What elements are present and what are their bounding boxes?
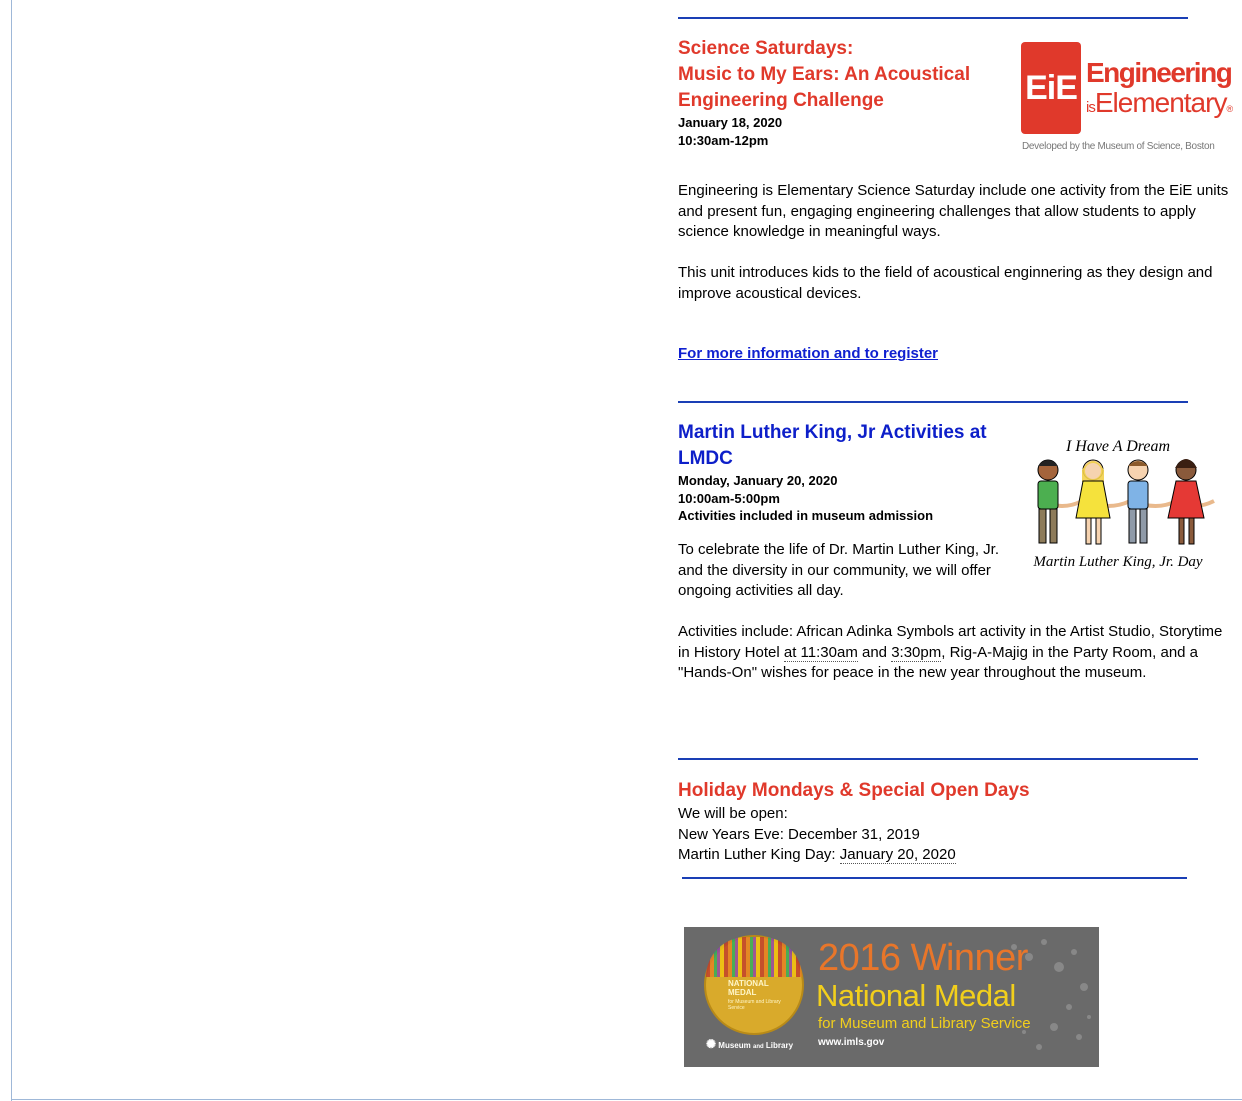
eie-logo-mark-text: EiE (1025, 69, 1077, 107)
national-medal-seal (704, 935, 804, 1035)
science-saturday-header (678, 36, 1013, 149)
holiday-new-years-eve: New Years Eve: December 31, 2019 (678, 825, 920, 843)
medal-headline-subtitle: for Museum and Library Service (818, 1015, 1031, 1032)
storytime-time-2: 3:30pm (891, 643, 942, 661)
eie-logo-mark (1021, 42, 1081, 134)
mlk-illustration (1018, 436, 1218, 578)
storytime-time-1: at 11:30am (783, 643, 858, 661)
science-unit-description: This unit introduces kids to the field of acoustical enginnering as they design and improve acoustical devices. (678, 264, 1213, 302)
mlk-image-caption-top: I Have A Dream (1065, 438, 1171, 455)
mlk-celebration-text: To celebrate the life of Dr. Martin Luther King, Jr. and the diversity in our community, we will offer ongoing activities all day. (678, 541, 999, 599)
children-holding-hands-illustration (1018, 456, 1218, 556)
starburst-icon: ✺ (706, 1037, 717, 1051)
imls-library-text: Library (765, 1041, 794, 1050)
mlk-activities-text-c: , Rig-A-Majig in the Party Room, and a "Hands-On" wishes for peace in the new year throughout the museum. (678, 643, 1199, 681)
register-link[interactable]: For more information and to register (678, 345, 939, 362)
medal-headline-year: 2016 Winner (818, 937, 1028, 979)
section-divider (678, 17, 1188, 19)
eie-logo-word2: Elementary (1094, 87, 1227, 118)
frame-left-border (11, 0, 12, 1101)
eie-logo-word1: Engineering (1086, 57, 1232, 88)
mlk-date: Monday, January 20, 2020 (678, 473, 838, 488)
eie-logo-credit: Developed by the Museum of Science, Boston (1022, 141, 1215, 152)
medal-headline-title: National Medal (816, 978, 1016, 1013)
science-title-line1: Science Saturdays: (678, 38, 854, 59)
science-title-line2: Music to My Ears: An Acoustical (678, 64, 971, 85)
holiday-mlk-day-label: Martin Luther King Day: (678, 846, 840, 863)
frame-bottom-border (11, 1099, 1242, 1100)
section-divider (678, 401, 1188, 403)
mlk-time: 10:00am-5:00pm (678, 490, 780, 506)
holiday-section (678, 778, 1230, 866)
mlk-header (678, 420, 1023, 525)
mlk-activities-text-a: Activities include: African Adinka Symbols art activity in the Artist Studio, Storytime in History Hotel (678, 623, 1223, 661)
seal-subtitle: for Museum and Library Service (728, 999, 781, 1011)
eie-logo-word2-prefix: is (1086, 99, 1095, 116)
holiday-open-line: We will be open: (678, 805, 788, 822)
mlk-activities-text (678, 622, 1230, 684)
section-divider (682, 877, 1187, 879)
eie-logo-word2-group (1086, 88, 1232, 124)
mlk-activities-text-b: and (857, 643, 892, 661)
science-title-line3: Engineering Challenge (678, 90, 884, 111)
imls-url: www.imls.gov (818, 1037, 885, 1048)
mlk-image-caption-bottom: Martin Luther King, Jr. Day (1033, 554, 1203, 570)
imls-institution-logo: ✺ Museum and Library (706, 1037, 794, 1051)
mlk-title-line1: Martin Luther King, Jr Activities at (678, 422, 987, 443)
national-medal-banner (684, 927, 1099, 1067)
eie-logo-reg: ® (1226, 104, 1233, 114)
mlk-admission: Activities included in museum admission (678, 508, 934, 523)
holiday-mlk-day-date: January 20, 2020 (839, 846, 956, 863)
eie-logo (1020, 40, 1233, 158)
science-time: 10:30am-12pm (678, 132, 769, 148)
science-description: Engineering is Elementary Science Saturday include one activity from the EiE units and present fun, engaging engineering challenges that allow students to apply science knowledge in meaningful ways. (678, 182, 1229, 240)
seal-title: NATIONAL MEDAL (728, 979, 769, 997)
mlk-title-line2: LMDC (678, 448, 733, 469)
holiday-title: Holiday Mondays & Special Open Days (678, 780, 1030, 801)
imls-museum-text: Museum (718, 1041, 751, 1050)
science-date: January 18, 2020 (678, 115, 783, 130)
holiday-mlk-day (678, 845, 1230, 866)
section-divider (678, 758, 1198, 760)
